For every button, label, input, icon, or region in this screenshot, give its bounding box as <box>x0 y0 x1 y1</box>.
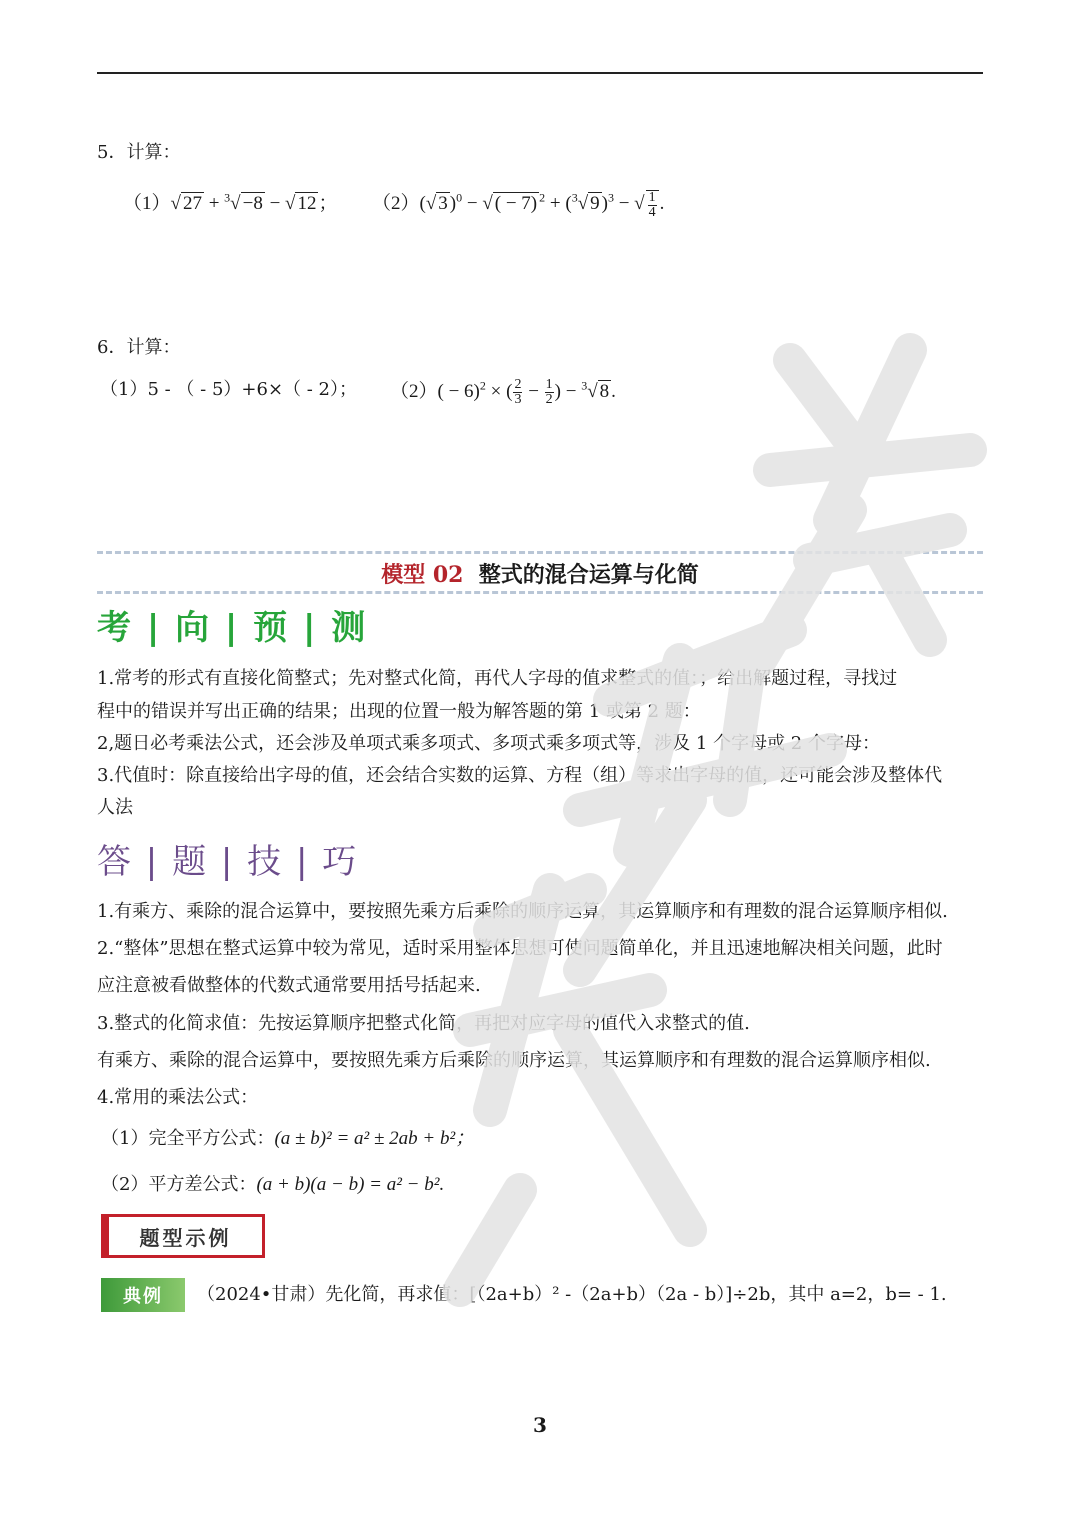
tips-line-6: 4.常用的乘法公式： <box>97 1087 259 1108</box>
model-name: 整式的混合运算与化简 <box>478 562 699 588</box>
forecast-line-3: 2,题日必考乘法公式，还会涉及单项式乘多项式、多项式乘多项式等，涉及 1 个字母或 2 个字母： <box>97 733 880 754</box>
q5-title: 5．计算： <box>97 142 181 163</box>
forecast-line-5: 人法 <box>97 797 133 818</box>
section-heading-forecast: 考 | 向 | 预 | 测 <box>97 608 368 648</box>
q6-part1: （1）5 - （ - 5）+6×（ - 2）； <box>100 379 358 400</box>
q5-part1: （1）√ 27 + $^3$√ −8 − √ 12 ； <box>123 190 338 214</box>
q5-part2: （2）(√ 3 )$^0$ − √ ( − 7) $^2$ + ($^3$√ 9 )$^3$ − √ $\frac{1}{4}$ . <box>372 189 665 220</box>
tips-line-1: 1.有乘方、乘除的混合运算中，要按照先乘方后乘除的顺序运算，其运算顺序和有理数的混合运算顺序相似. <box>97 901 948 922</box>
page-number: 3 <box>533 1413 547 1437</box>
divider-top <box>97 551 983 554</box>
section-heading-tips: 答 | 题 | 技 | 巧 <box>97 842 359 882</box>
example-tag: 典例 <box>101 1278 185 1312</box>
formula-square: （1）完全平方公式：(a ± b)² = a² ± 2ab + b²； <box>101 1128 475 1149</box>
header-rule <box>97 72 983 74</box>
divider-bottom <box>97 591 983 594</box>
model-title <box>0 558 1080 589</box>
tips-line-3: 应注意被看做整体的代数式通常要用括号括起来. <box>97 975 481 996</box>
model-tag: 模型 02 <box>381 562 464 588</box>
watermark-calligraphy <box>430 330 990 1330</box>
tips-line-4: 3.整式的化简求值：先按运算顺序把整式化简，再把对应字母的值代入求整式的值. <box>97 1013 750 1034</box>
forecast-line-4: 3.代值时：除直接给出字母的值，还会结合实数的运算、方程（组）等求出字母的值，还可能会涉及整体代 <box>97 765 943 786</box>
forecast-line-1: 1.常考的形式有直接化简整式；先对整式化简，再代人字母的值求整式的值：；给出解题过程，寻找过 <box>97 668 898 689</box>
example-text: （2024•甘肃）先化简，再求值：[（2a+b）² -（2a+b）（2a - b）]÷2b，其中 a=2，b= - 1. <box>197 1284 947 1305</box>
q6-title: 6．计算： <box>97 337 181 358</box>
q6-part2: $(2)( - 6)^2$ × ( $\frac{2}{3}$ − $\frac{1}{2}$ ) − $^3$√ 8 . <box>390 377 616 408</box>
formula-difference: （2）平方差公式：(a + b)(a − b) = a² − b². <box>101 1174 445 1195</box>
tips-line-2: 2.“整体”思想在整式运算中较为常见，适时采用整体思想可使问题简单化，并且迅速地解决相关问题，此时 <box>97 938 943 959</box>
forecast-line-2: 程中的错误并写出正确的结果；出现的位置一般为解答题的第 1 或第 2 题： <box>97 701 701 722</box>
tips-line-5: 有乘方、乘除的混合运算中，要按照先乘方后乘除的顺序运算，其运算顺序和有理数的混合运算顺序相似. <box>97 1050 931 1071</box>
example-section-box: 题型示例 <box>101 1214 265 1258</box>
